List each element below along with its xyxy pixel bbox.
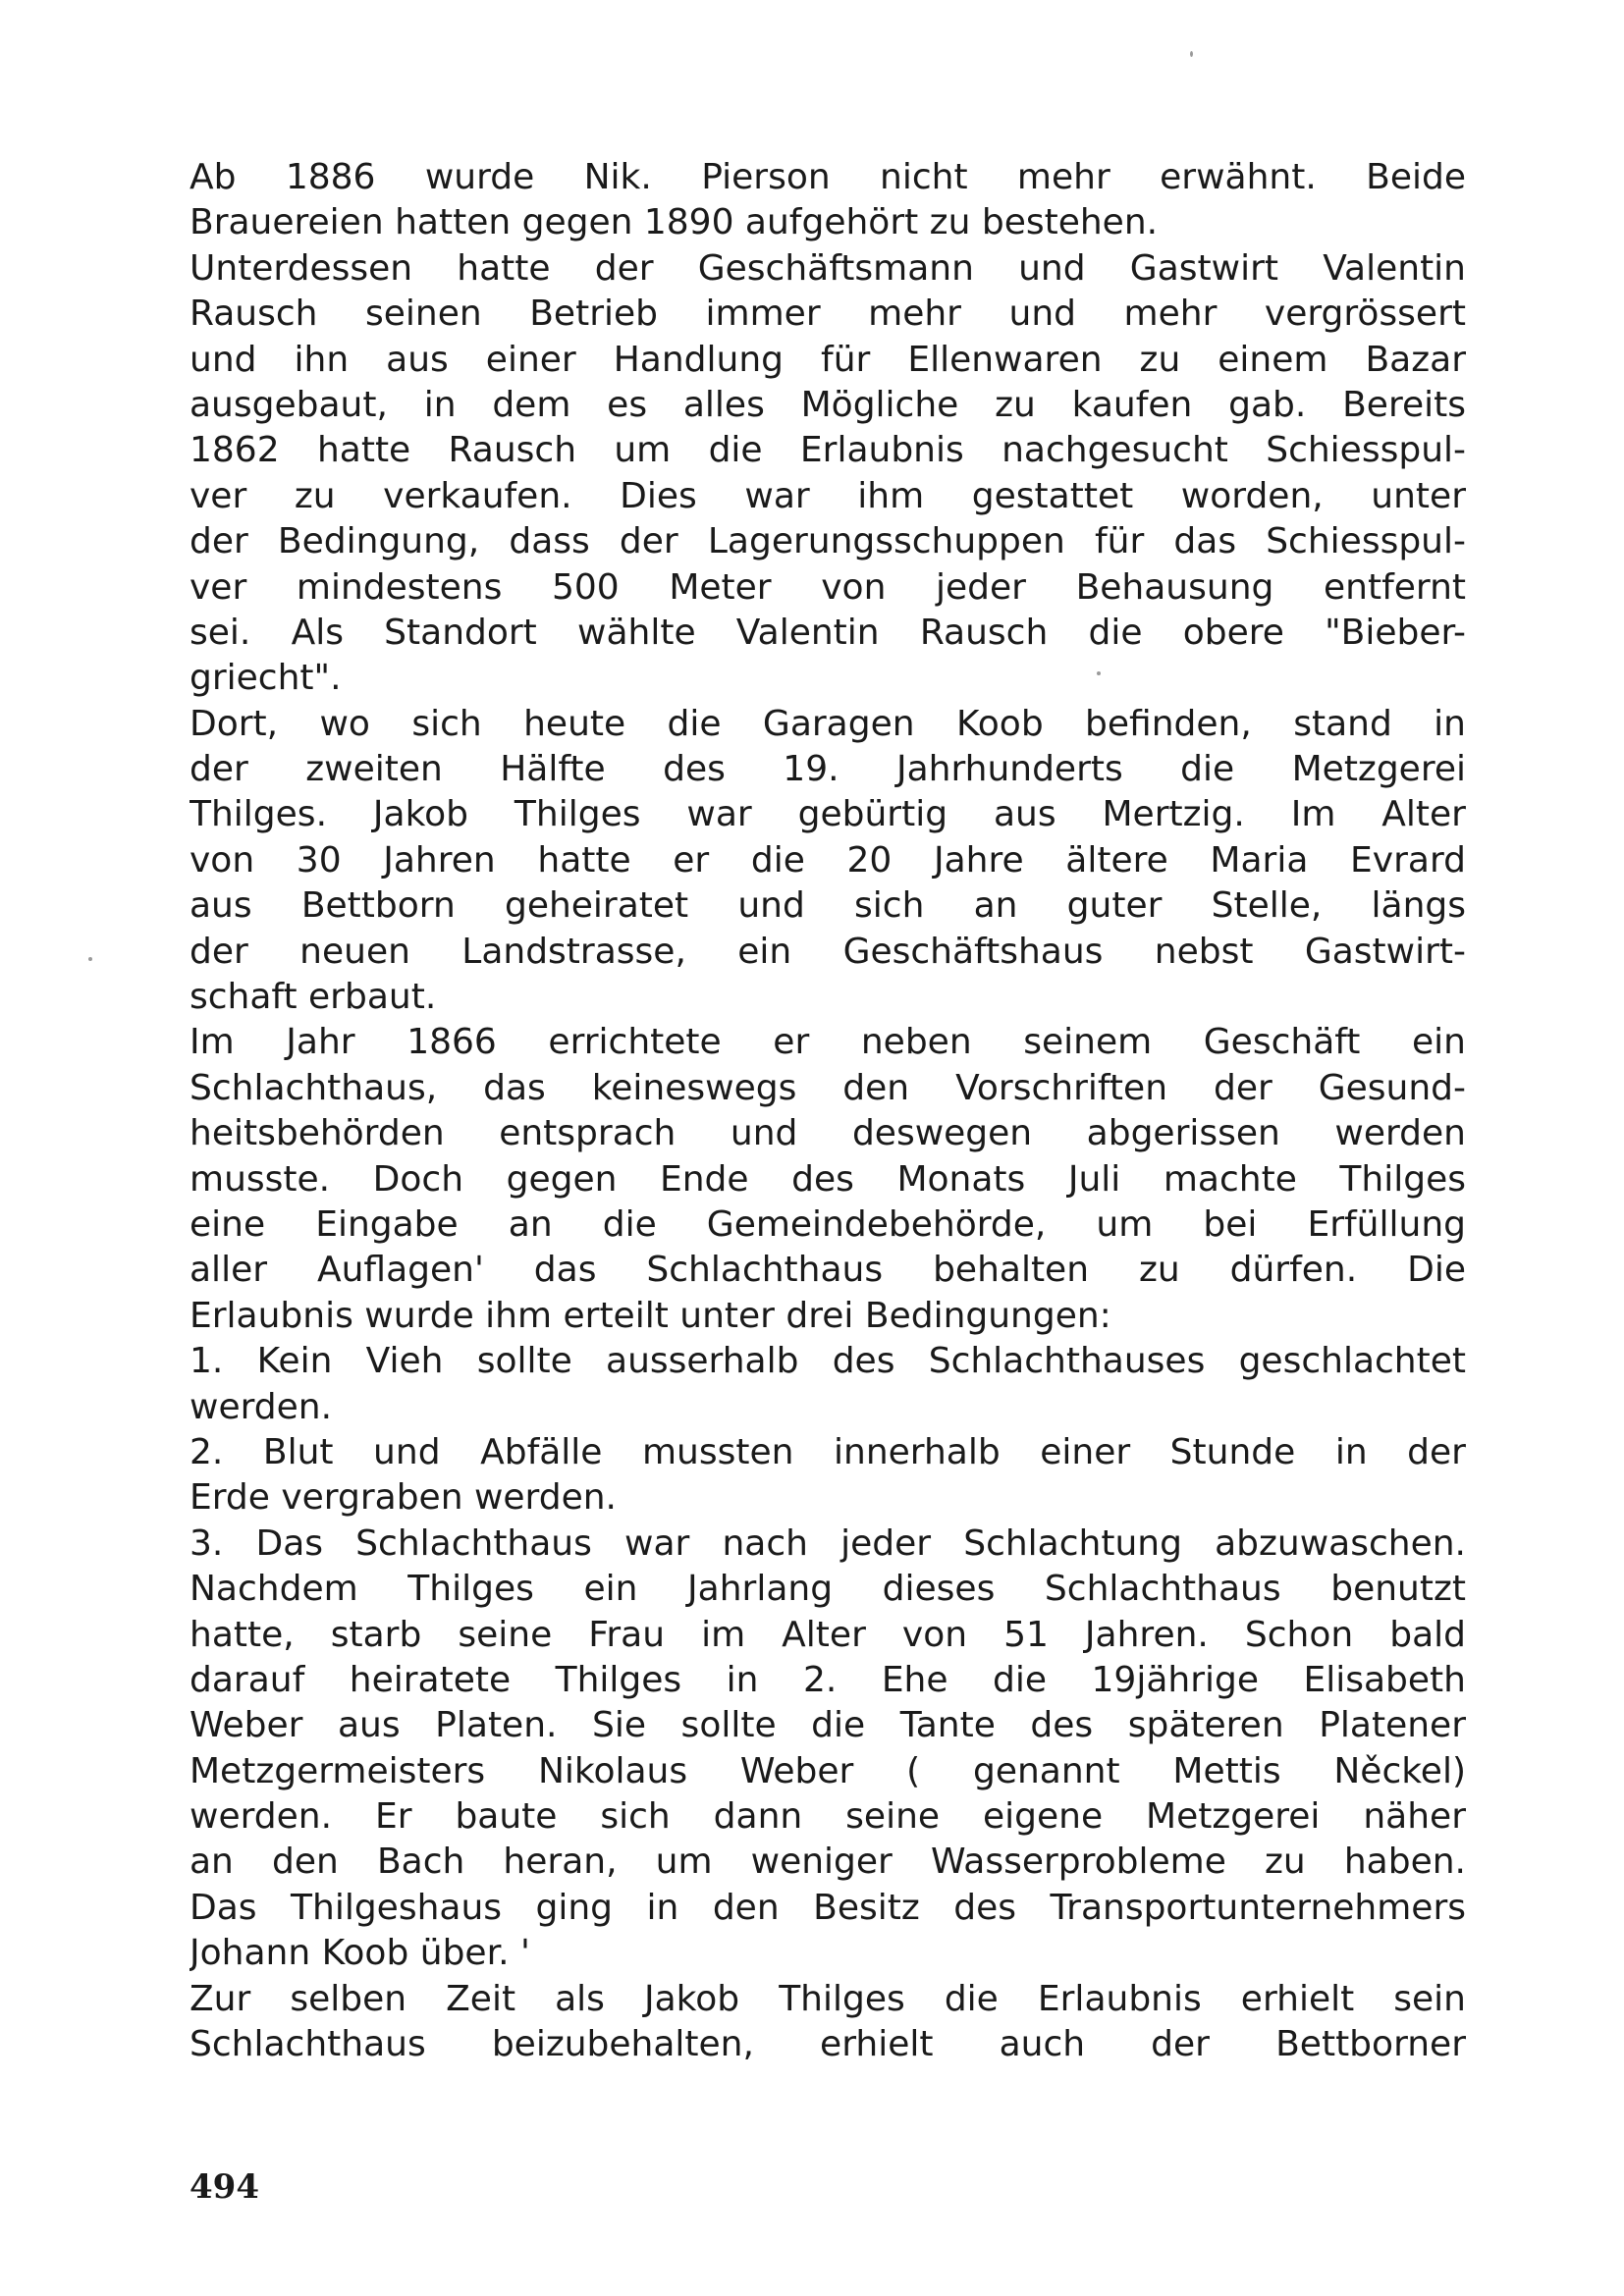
- text-line: aller Auflagen' das Schlachthaus behalten zu dürfen. Die: [189, 1250, 1466, 1291]
- scan-speck: [1190, 51, 1193, 57]
- text-line: der Bedingung, dass der Lagerungsschuppen für das Schiesspul-: [189, 521, 1466, 562]
- text-line: der zweiten Hälfte des 19. Jahrhunderts die Metzgerei: [189, 749, 1466, 790]
- body-text: [189, 155, 1466, 2067]
- text-line: hatte, starb seine Frau im Alter von 51 Jahren. Schon bald: [189, 1614, 1466, 1655]
- text-line: ver mindestens 500 Meter von jeder Behausung entfernt: [189, 566, 1466, 608]
- text-line: Das Thilgeshaus ging in den Besitz des Transportunternehmers: [189, 1887, 1466, 1928]
- page-number: 494: [189, 2167, 259, 2207]
- text-line: Ab 1886 wurde Nik. Pierson nicht mehr erwähnt. Beide: [189, 157, 1466, 197]
- text-line: ausgebaut, in dem es alles Mögliche zu kaufen gab. Bereits: [189, 384, 1466, 425]
- text-line: griecht".: [189, 658, 342, 699]
- text-line: Weber aus Platen. Sie sollte die Tante des späteren Platener: [189, 1705, 1466, 1746]
- text-line: Dort, wo sich heute die Garagen Koob befinden, stand in: [189, 703, 1466, 744]
- text-line: Schlachthaus beizubehalten, erhielt auch der Bettborner: [189, 2024, 1466, 2065]
- text-line: an den Bach heran, um weniger Wasserprobleme zu haben.: [189, 1842, 1466, 1883]
- text-line: 2. Blut und Abfälle mussten innerhalb einer Stunde in der: [189, 1431, 1466, 1472]
- text-line: eine Eingabe an die Gemeindebehörde, um bei Erfüllung: [189, 1203, 1466, 1245]
- text-line: Brauereien hatten gegen 1890 aufgehört zu bestehen.: [189, 202, 1159, 243]
- text-line: musste. Doch gegen Ende des Monats Juli machte Thilges: [189, 1158, 1466, 1200]
- text-line: Rausch seinen Betrieb immer mehr und mehr vergrössert: [189, 294, 1466, 335]
- text-line: aus Bettborn geheiratet und sich an guter Stelle, längs: [189, 885, 1466, 927]
- text-line: werden. Er baute sich dann seine eigene Metzgerei näher: [189, 1796, 1466, 1838]
- text-line: Schlachthaus, das keineswegs den Vorschriften der Gesund-: [189, 1067, 1466, 1108]
- text-line: 1. Kein Vieh sollte ausserhalb des Schlachthauses geschlachtet: [189, 1341, 1466, 1382]
- text-line: Thilges. Jakob Thilges war gebürtig aus Mertzig. Im Alter: [189, 794, 1466, 835]
- text-line: der neuen Landstrasse, ein Geschäftshaus nebst Gastwirt-: [189, 931, 1466, 972]
- text-line: Johann Koob über. ': [189, 1933, 530, 1974]
- text-line: Metzgermeisters Nikolaus Weber ( genannt Mettis Něckel): [189, 1750, 1466, 1791]
- text-line: Im Jahr 1866 errichtete er neben seinem Geschäft ein: [189, 1022, 1466, 1063]
- scan-speck: [1097, 671, 1101, 675]
- text-line: darauf heiratete Thilges in 2. Ehe die 19jährige Elisabeth: [189, 1659, 1466, 1700]
- text-line: schaft erbaut.: [189, 977, 437, 1018]
- text-line: von 30 Jahren hatte er die 20 Jahre ältere Maria Evrard: [189, 839, 1466, 881]
- text-line: Unterdessen hatte der Geschäftsmann und Gastwirt Valentin: [189, 247, 1466, 289]
- text-line: Nachdem Thilges ein Jahrlang dieses Schlachthaus benutzt: [189, 1569, 1466, 1610]
- text-line: Zur selben Zeit als Jakob Thilges die Erlaubnis erhielt sein: [189, 1978, 1466, 2019]
- text-line: Erde vergraben werden.: [189, 1477, 617, 1519]
- scan-speck: [88, 957, 92, 961]
- text-line: 1862 hatte Rausch um die Erlaubnis nachgesucht Schiesspul-: [189, 430, 1466, 471]
- text-line: ver zu verkaufen. Dies war ihm gestattet worden, unter: [189, 475, 1466, 516]
- text-line: 3. Das Schlachthaus war nach jeder Schlachtung abzuwaschen.: [189, 1522, 1466, 1564]
- text-line: und ihn aus einer Handlung für Ellenwaren zu einem Bazar: [189, 339, 1466, 380]
- text-line: werden.: [189, 1386, 333, 1427]
- text-line: sei. Als Standort wählte Valentin Rausch die obere "Bieber-: [189, 612, 1466, 653]
- text-line: heitsbehörden entsprach und deswegen abgerissen werden: [189, 1113, 1466, 1154]
- text-line: Erlaubnis wurde ihm erteilt unter drei Bedingungen:: [189, 1295, 1111, 1336]
